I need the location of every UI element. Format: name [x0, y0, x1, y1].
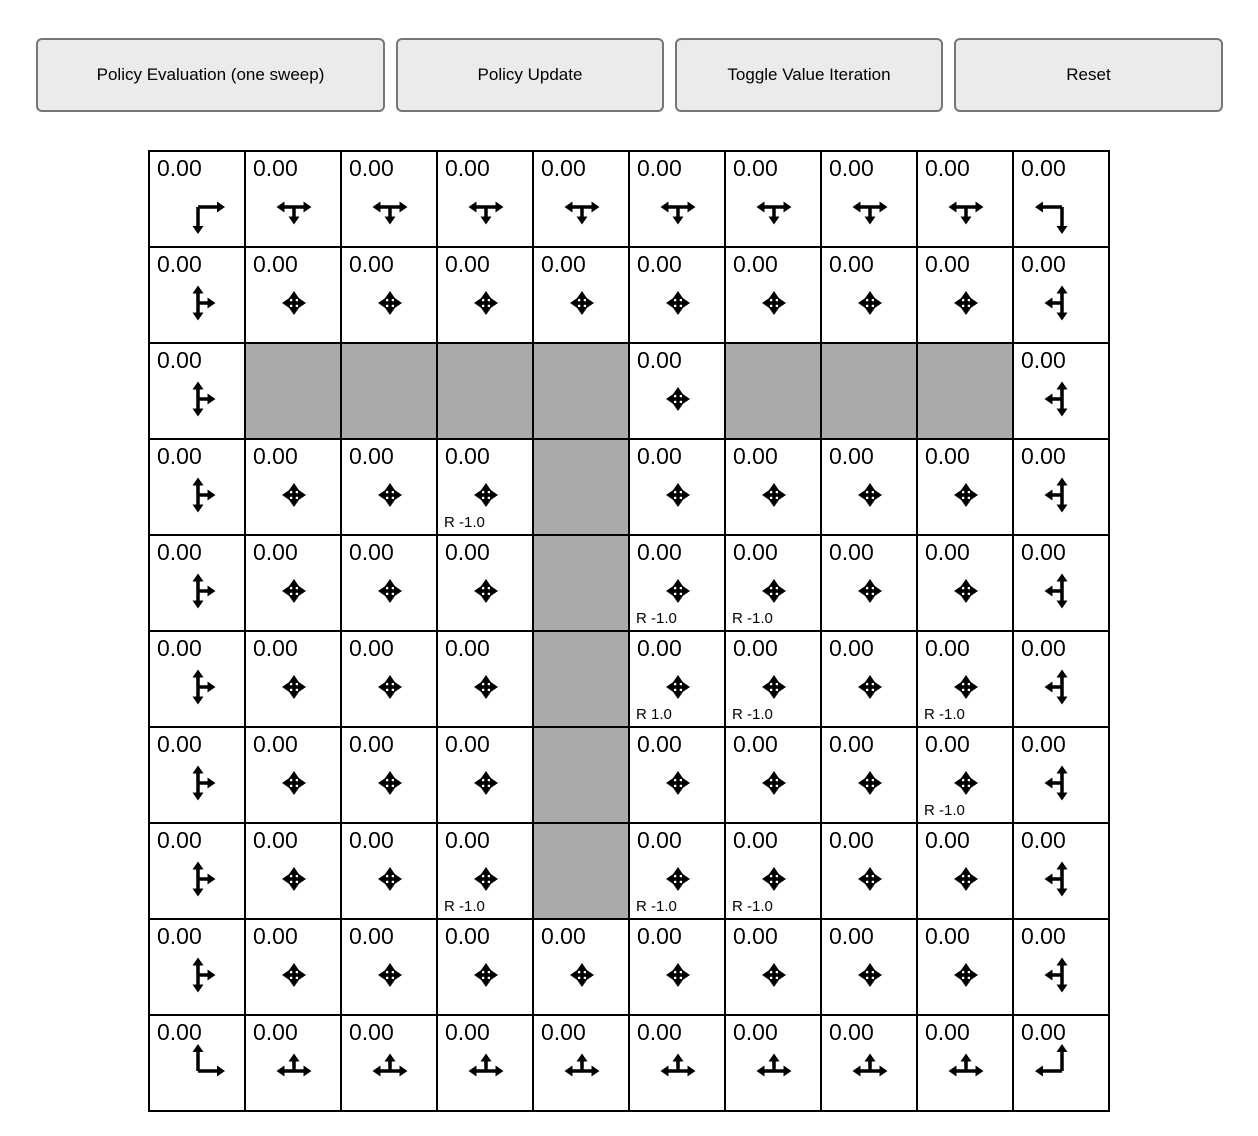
- policy-arrows-icon: [438, 536, 532, 630]
- grid-cell[interactable]: [725, 439, 821, 535]
- grid-cell[interactable]: [341, 535, 437, 631]
- policy-arrows-icon: [918, 1016, 1012, 1110]
- grid-cell[interactable]: [245, 151, 341, 247]
- policy-arrows-icon: [1014, 440, 1108, 534]
- grid-cell[interactable]: [533, 919, 629, 1015]
- cell-value: 0.00: [733, 539, 778, 565]
- cell-value: 0.00: [829, 155, 874, 181]
- cell-value: 0.00: [349, 827, 394, 853]
- policy-arrows-icon: [246, 824, 340, 918]
- policy-arrows-icon: [822, 920, 916, 1014]
- policy-arrows-icon: [1014, 344, 1108, 438]
- policy-arrows-icon: [342, 440, 436, 534]
- grid-cell[interactable]: [917, 727, 1013, 823]
- grid-cell[interactable]: [917, 631, 1013, 727]
- grid-cell[interactable]: [533, 247, 629, 343]
- grid-cell[interactable]: [1013, 535, 1109, 631]
- policy-arrows-icon: [246, 248, 340, 342]
- grid-cell[interactable]: [1013, 439, 1109, 535]
- grid-cell[interactable]: [437, 631, 533, 727]
- cell-value: 0.00: [349, 443, 394, 469]
- grid-cell[interactable]: [149, 823, 245, 919]
- grid-cell[interactable]: [821, 151, 917, 247]
- cell-value: 0.00: [925, 1019, 970, 1045]
- policy-arrows-icon: [438, 632, 532, 726]
- cell-value: 0.00: [1021, 827, 1066, 853]
- policy-arrows-icon: [534, 248, 628, 342]
- policy-arrows-icon: [630, 344, 724, 438]
- grid-cell[interactable]: [341, 727, 437, 823]
- cell-value: 0.00: [1021, 1019, 1066, 1045]
- cell-value: 0.00: [157, 827, 202, 853]
- wall-cell: [725, 343, 821, 439]
- grid-cell[interactable]: [245, 1015, 341, 1111]
- grid-cell[interactable]: [149, 151, 245, 247]
- grid-cell[interactable]: [533, 151, 629, 247]
- grid-cell[interactable]: [1013, 919, 1109, 1015]
- grid-cell[interactable]: [917, 439, 1013, 535]
- grid-cell[interactable]: [821, 1015, 917, 1111]
- grid-cell[interactable]: [629, 1015, 725, 1111]
- cell-value: 0.00: [733, 155, 778, 181]
- cell-value: 0.00: [445, 731, 490, 757]
- policy-arrows-icon: [1014, 248, 1108, 342]
- policy-arrows-icon: [918, 440, 1012, 534]
- cell-value: 0.00: [157, 155, 202, 181]
- grid-cell[interactable]: [437, 439, 533, 535]
- cell-value: 0.00: [349, 635, 394, 661]
- policy-arrows-icon: [630, 248, 724, 342]
- policy-arrows-icon: [246, 632, 340, 726]
- cell-value: 0.00: [541, 923, 586, 949]
- cell-reward: R -1.0: [636, 898, 677, 915]
- policy-arrows-icon: [246, 152, 340, 246]
- policy-arrows-icon: [726, 248, 820, 342]
- wall-cell: [245, 343, 341, 439]
- cell-value: 0.00: [445, 155, 490, 181]
- cell-reward: R -1.0: [444, 514, 485, 531]
- cell-reward: R -1.0: [924, 802, 965, 819]
- policy-arrows-icon: [822, 440, 916, 534]
- cell-value: 0.00: [829, 923, 874, 949]
- cell-value: 0.00: [541, 251, 586, 277]
- grid-cell[interactable]: [149, 247, 245, 343]
- cell-value: 0.00: [445, 1019, 490, 1045]
- grid-cell[interactable]: [629, 823, 725, 919]
- cell-value: 0.00: [1021, 347, 1066, 373]
- policy-arrows-icon: [726, 920, 820, 1014]
- cell-value: 0.00: [925, 155, 970, 181]
- cell-value: 0.00: [157, 1019, 202, 1045]
- grid-cell[interactable]: [245, 919, 341, 1015]
- cell-value: 0.00: [445, 827, 490, 853]
- cell-value: 0.00: [253, 1019, 298, 1045]
- cell-value: 0.00: [349, 155, 394, 181]
- policy-arrows-icon: [342, 248, 436, 342]
- wall-cell: [533, 535, 629, 631]
- grid-cell[interactable]: [437, 151, 533, 247]
- cell-value: 0.00: [829, 731, 874, 757]
- cell-value: 0.00: [829, 443, 874, 469]
- grid-cell[interactable]: [821, 535, 917, 631]
- cell-value: 0.00: [1021, 731, 1066, 757]
- cell-value: 0.00: [349, 539, 394, 565]
- cell-value: 0.00: [157, 251, 202, 277]
- policy-arrows-icon: [150, 536, 244, 630]
- policy-arrows-icon: [150, 344, 244, 438]
- cell-value: 0.00: [253, 731, 298, 757]
- grid-cell[interactable]: [821, 247, 917, 343]
- cell-value: 0.00: [925, 731, 970, 757]
- cell-value: 0.00: [1021, 443, 1066, 469]
- cell-value: 0.00: [253, 635, 298, 661]
- cell-value: 0.00: [445, 539, 490, 565]
- policy-arrows-icon: [1014, 536, 1108, 630]
- grid-cell[interactable]: [629, 535, 725, 631]
- cell-value: 0.00: [637, 1019, 682, 1045]
- cell-value: 0.00: [829, 539, 874, 565]
- reset-button[interactable]: Reset: [954, 38, 1223, 112]
- grid-cell[interactable]: [917, 823, 1013, 919]
- policy-arrows-icon: [150, 1016, 244, 1110]
- policy-arrows-icon: [630, 920, 724, 1014]
- cell-value: 0.00: [925, 539, 970, 565]
- grid-cell[interactable]: [1013, 343, 1109, 439]
- grid-cell[interactable]: [629, 151, 725, 247]
- grid-cell[interactable]: [725, 919, 821, 1015]
- policy-arrows-icon: [534, 1016, 628, 1110]
- cell-value: 0.00: [925, 827, 970, 853]
- wall-cell: [533, 439, 629, 535]
- policy-arrows-icon: [1014, 632, 1108, 726]
- grid-cell[interactable]: [725, 631, 821, 727]
- cell-value: 0.00: [637, 731, 682, 757]
- cell-value: 0.00: [733, 635, 778, 661]
- grid-cell[interactable]: [149, 919, 245, 1015]
- cell-value: 0.00: [541, 155, 586, 181]
- grid-cell[interactable]: [917, 919, 1013, 1015]
- grid-cell[interactable]: [149, 439, 245, 535]
- cell-value: 0.00: [637, 635, 682, 661]
- wall-cell: [821, 343, 917, 439]
- policy-arrows-icon: [822, 536, 916, 630]
- grid-cell[interactable]: [1013, 151, 1109, 247]
- grid-cell[interactable]: [1013, 823, 1109, 919]
- grid-cell[interactable]: [725, 535, 821, 631]
- cell-reward: R -1.0: [924, 706, 965, 723]
- policy-arrows-icon: [150, 920, 244, 1014]
- cell-value: 0.00: [637, 155, 682, 181]
- cell-value: 0.00: [925, 923, 970, 949]
- policy-arrows-icon: [1014, 152, 1108, 246]
- grid-cell[interactable]: [149, 343, 245, 439]
- cell-value: 0.00: [157, 539, 202, 565]
- wall-cell: [533, 823, 629, 919]
- cell-value: 0.00: [541, 1019, 586, 1045]
- cell-value: 0.00: [637, 923, 682, 949]
- cell-value: 0.00: [733, 731, 778, 757]
- grid-cell[interactable]: [1013, 1015, 1109, 1111]
- policy-arrows-icon: [342, 1016, 436, 1110]
- cell-reward: R -1.0: [444, 898, 485, 915]
- policy-arrows-icon: [726, 440, 820, 534]
- grid-cell[interactable]: [245, 247, 341, 343]
- policy-arrows-icon: [342, 728, 436, 822]
- cell-value: 0.00: [445, 443, 490, 469]
- grid-cell[interactable]: [245, 823, 341, 919]
- policy-arrows-icon: [150, 632, 244, 726]
- policy-arrows-icon: [438, 920, 532, 1014]
- policy-arrows-icon: [822, 248, 916, 342]
- policy-arrows-icon: [342, 632, 436, 726]
- cell-value: 0.00: [157, 923, 202, 949]
- grid-cell[interactable]: [629, 343, 725, 439]
- policy-arrows-icon: [822, 632, 916, 726]
- cell-value: 0.00: [829, 827, 874, 853]
- wall-cell: [533, 631, 629, 727]
- policy-arrows-icon: [822, 824, 916, 918]
- cell-value: 0.00: [733, 443, 778, 469]
- grid-cell[interactable]: [629, 247, 725, 343]
- cell-value: 0.00: [925, 251, 970, 277]
- gridworld: [148, 150, 1110, 1112]
- policy-arrows-icon: [342, 824, 436, 918]
- policy-arrows-icon: [726, 152, 820, 246]
- grid-cell[interactable]: [533, 1015, 629, 1111]
- cell-value: 0.00: [829, 635, 874, 661]
- cell-value: 0.00: [733, 251, 778, 277]
- grid-cell[interactable]: [341, 631, 437, 727]
- cell-value: 0.00: [637, 443, 682, 469]
- policy-arrows-icon: [534, 920, 628, 1014]
- cell-value: 0.00: [253, 251, 298, 277]
- cell-reward: R -1.0: [732, 706, 773, 723]
- policy-arrows-icon: [822, 152, 916, 246]
- policy-arrows-icon: [246, 440, 340, 534]
- cell-value: 0.00: [157, 347, 202, 373]
- grid-cell[interactable]: [437, 1015, 533, 1111]
- policy-arrows-icon: [918, 920, 1012, 1014]
- grid-cell[interactable]: [149, 727, 245, 823]
- wall-cell: [437, 343, 533, 439]
- grid-cell[interactable]: [821, 439, 917, 535]
- cell-value: 0.00: [1021, 923, 1066, 949]
- policy-arrows-icon: [438, 1016, 532, 1110]
- policy-evaluation-button[interactable]: Policy Evaluation (one sweep): [36, 38, 385, 112]
- cell-value: 0.00: [637, 539, 682, 565]
- cell-reward: R -1.0: [732, 898, 773, 915]
- grid-cell[interactable]: [1013, 727, 1109, 823]
- grid-cell[interactable]: [1013, 631, 1109, 727]
- grid-cell[interactable]: [341, 1015, 437, 1111]
- policy-arrows-icon: [1014, 728, 1108, 822]
- grid-cell[interactable]: [917, 535, 1013, 631]
- grid-cell[interactable]: [341, 919, 437, 1015]
- grid-cell[interactable]: [629, 919, 725, 1015]
- grid-cell[interactable]: [629, 631, 725, 727]
- policy-arrows-icon: [630, 728, 724, 822]
- cell-value: 0.00: [733, 923, 778, 949]
- cell-value: 0.00: [445, 635, 490, 661]
- cell-reward: R -1.0: [732, 610, 773, 627]
- policy-arrows-icon: [726, 1016, 820, 1110]
- cell-value: 0.00: [925, 443, 970, 469]
- policy-arrows-icon: [918, 536, 1012, 630]
- policy-arrows-icon: [918, 824, 1012, 918]
- grid-cell[interactable]: [917, 1015, 1013, 1111]
- grid-cell[interactable]: [821, 823, 917, 919]
- policy-arrows-icon: [246, 536, 340, 630]
- policy-arrows-icon: [438, 152, 532, 246]
- policy-arrows-icon: [1014, 1016, 1108, 1110]
- policy-arrows-icon: [630, 1016, 724, 1110]
- policy-arrows-icon: [246, 728, 340, 822]
- cell-reward: R 1.0: [636, 706, 672, 723]
- policy-arrows-icon: [822, 1016, 916, 1110]
- cell-value: 0.00: [349, 1019, 394, 1045]
- grid-cell[interactable]: [725, 823, 821, 919]
- cell-value: 0.00: [637, 347, 682, 373]
- cell-value: 0.00: [253, 155, 298, 181]
- cell-value: 0.00: [253, 443, 298, 469]
- toolbar: [36, 38, 1223, 112]
- policy-arrows-icon: [150, 248, 244, 342]
- grid-cell[interactable]: [629, 439, 725, 535]
- policy-arrows-icon: [150, 152, 244, 246]
- grid-cell[interactable]: [821, 631, 917, 727]
- policy-arrows-icon: [534, 152, 628, 246]
- cell-value: 0.00: [349, 731, 394, 757]
- cell-value: 0.00: [733, 827, 778, 853]
- grid-cell[interactable]: [629, 727, 725, 823]
- grid-cell[interactable]: [341, 247, 437, 343]
- grid-cell[interactable]: [1013, 247, 1109, 343]
- grid-cell[interactable]: [341, 151, 437, 247]
- wall-cell: [533, 727, 629, 823]
- grid-cell[interactable]: [725, 1015, 821, 1111]
- grid-cell[interactable]: [437, 727, 533, 823]
- wall-cell: [917, 343, 1013, 439]
- policy-arrows-icon: [438, 728, 532, 822]
- grid-cell[interactable]: [341, 439, 437, 535]
- policy-update-button[interactable]: Policy Update: [396, 38, 664, 112]
- cell-value: 0.00: [1021, 251, 1066, 277]
- policy-arrows-icon: [1014, 920, 1108, 1014]
- cell-value: 0.00: [445, 923, 490, 949]
- policy-arrows-icon: [438, 248, 532, 342]
- grid-cell[interactable]: [437, 247, 533, 343]
- policy-arrows-icon: [342, 920, 436, 1014]
- grid-cell[interactable]: [437, 919, 533, 1015]
- cell-value: 0.00: [1021, 539, 1066, 565]
- cell-value: 0.00: [925, 635, 970, 661]
- grid-cell[interactable]: [245, 439, 341, 535]
- cell-value: 0.00: [445, 251, 490, 277]
- policy-arrows-icon: [822, 728, 916, 822]
- policy-arrows-icon: [1014, 824, 1108, 918]
- policy-arrows-icon: [150, 728, 244, 822]
- grid-cell[interactable]: [245, 631, 341, 727]
- cell-value: 0.00: [157, 635, 202, 661]
- cell-value: 0.00: [253, 539, 298, 565]
- cell-value: 0.00: [157, 443, 202, 469]
- grid-cell[interactable]: [821, 727, 917, 823]
- policy-arrows-icon: [726, 728, 820, 822]
- cell-reward: R -1.0: [636, 610, 677, 627]
- policy-arrows-icon: [342, 536, 436, 630]
- policy-arrows-icon: [246, 1016, 340, 1110]
- grid-cell[interactable]: [149, 631, 245, 727]
- policy-arrows-icon: [150, 440, 244, 534]
- wall-cell: [533, 343, 629, 439]
- cell-value: 0.00: [829, 1019, 874, 1045]
- grid-cell[interactable]: [149, 535, 245, 631]
- cell-value: 0.00: [349, 923, 394, 949]
- cell-value: 0.00: [349, 251, 394, 277]
- grid-cell[interactable]: [821, 919, 917, 1015]
- grid-cell[interactable]: [725, 151, 821, 247]
- grid-cell[interactable]: [725, 247, 821, 343]
- grid-cell[interactable]: [245, 727, 341, 823]
- grid-cell[interactable]: [917, 247, 1013, 343]
- policy-arrows-icon: [630, 152, 724, 246]
- grid-cell[interactable]: [245, 535, 341, 631]
- cell-value: 0.00: [637, 827, 682, 853]
- grid-cell[interactable]: [725, 727, 821, 823]
- grid-cell[interactable]: [917, 151, 1013, 247]
- grid-cell[interactable]: [437, 535, 533, 631]
- policy-arrows-icon: [150, 824, 244, 918]
- policy-arrows-icon: [342, 152, 436, 246]
- toggle-value-iteration-button[interactable]: Toggle Value Iteration: [675, 38, 943, 112]
- cell-value: 0.00: [1021, 155, 1066, 181]
- cell-value: 0.00: [157, 731, 202, 757]
- policy-arrows-icon: [246, 920, 340, 1014]
- cell-value: 0.00: [637, 251, 682, 277]
- grid-cell[interactable]: [341, 823, 437, 919]
- cell-value: 0.00: [733, 1019, 778, 1045]
- cell-value: 0.00: [829, 251, 874, 277]
- policy-arrows-icon: [630, 440, 724, 534]
- policy-arrows-icon: [918, 248, 1012, 342]
- wall-cell: [341, 343, 437, 439]
- cell-value: 0.00: [1021, 635, 1066, 661]
- cell-value: 0.00: [253, 923, 298, 949]
- grid-cell[interactable]: [437, 823, 533, 919]
- policy-arrows-icon: [918, 152, 1012, 246]
- grid-cell[interactable]: [149, 1015, 245, 1111]
- cell-value: 0.00: [253, 827, 298, 853]
